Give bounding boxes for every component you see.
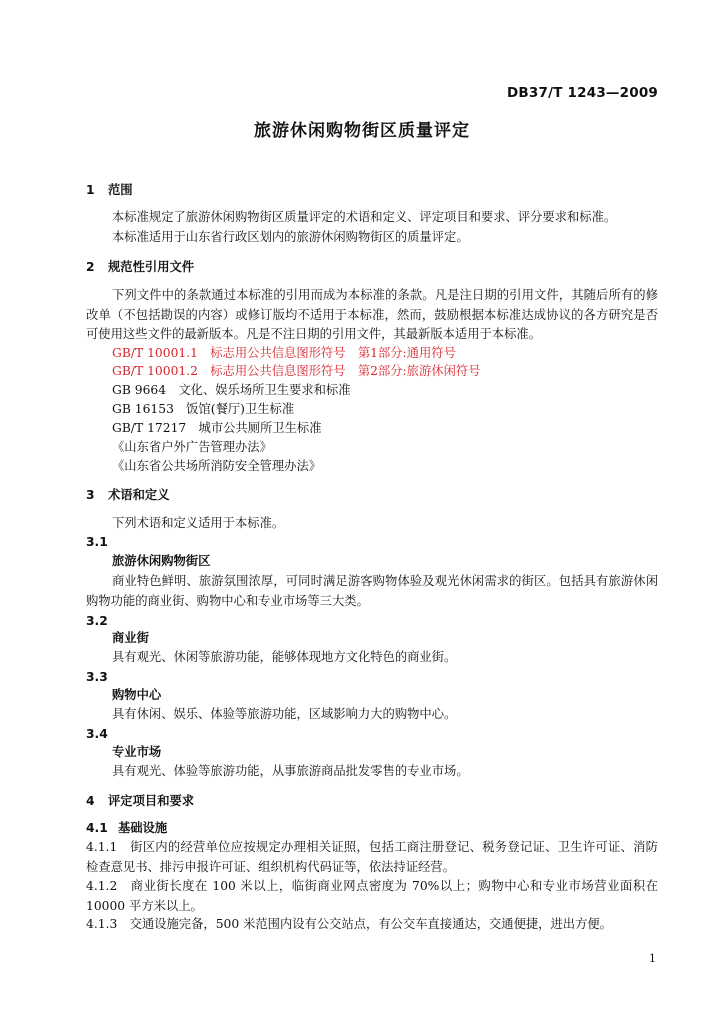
term-name: 专业市场: [112, 745, 162, 759]
term-definition: 商业特色鲜明、旅游氛围浓厚，可同时满足游客购物体验及观光休闲需求的街区。包括具有旅游休闲购物功能的商业街、购物中心和专业市场等三大类。: [86, 574, 658, 608]
reference-item: GB/T 17217 城市公共厕所卫生标准: [112, 421, 322, 435]
page-number: 1: [649, 952, 656, 965]
paragraph: 本标准适用于山东省行政区划内的旅游休闲购物街区的质量评定。: [112, 230, 469, 244]
section-title: 范围: [108, 183, 133, 197]
reference-item: GB 16153 饭馆(餐厅)卫生标准: [112, 402, 295, 416]
term-name: 购物中心: [112, 688, 162, 702]
document-title: 旅游休闲购物街区质量评定: [254, 121, 470, 141]
paragraph: 本标准规定了旅游休闲购物街区质量评定的术语和定义、评定项目和要求、评分要求和标准。: [112, 210, 617, 224]
section-number: 3: [86, 488, 95, 502]
clause: [86, 877, 658, 916]
reference-item: 《山东省户外广告管理办法》: [112, 440, 272, 454]
clause-text: 商业街长度在 100 米以上，临街商业网点密度为 70%以上；购物中心和专业市场营业面积在 10000 平方米以上。: [86, 879, 658, 913]
section-number: 4: [86, 794, 95, 808]
clause-number: 4.1.1: [86, 840, 118, 854]
reference-item: GB/T 10001.1 标志用公共信息图形符号 第1部分:通用符号: [112, 346, 456, 360]
section-title: 术语和定义: [108, 488, 170, 502]
section-3-heading: [86, 486, 658, 506]
reference-item: GB/T 10001.2 标志用公共信息图形符号 第2部分:旅游休闲符号: [112, 364, 481, 378]
standard-code: DB37/T 1243—2009: [507, 85, 658, 101]
section-number: 1: [86, 183, 95, 197]
clause-number: 4.1.2: [86, 879, 118, 893]
term-number: 3.3: [86, 670, 108, 684]
term-number: 3.4: [86, 727, 108, 741]
section-title: 评定项目和要求: [108, 794, 195, 808]
clause-text: 交通设施完备，500 米范围内设有公交站点，有公交车直接通达，交通便捷，进出方便。: [129, 917, 612, 931]
reference-item: GB 9664 文化、娱乐场所卫生要求和标准: [112, 383, 351, 397]
section-2-heading: [86, 258, 658, 278]
clause-text: 街区内的经营单位应按规定办理相关证照，包括工商注册登记、税务登记证、卫生许可证、消防检查意见书、排污申报许可证、组织机构代码证等，依法持证经营。: [86, 840, 658, 874]
subsection-number: 4.1: [86, 821, 108, 835]
section-1-heading: [86, 181, 658, 201]
term-number: 3.2: [86, 614, 108, 628]
clause: [86, 838, 658, 877]
term-number: 3.1: [86, 535, 108, 549]
paragraph: 下列术语和定义适用于本标准。: [112, 516, 285, 530]
section-4-heading: [86, 792, 658, 812]
section-number: 2: [86, 260, 95, 274]
term-definition: 具有观光、体验等旅游功能，从事旅游商品批发零售的专业市场。: [112, 764, 469, 778]
reference-item: 《山东省公共场所消防安全管理办法》: [112, 459, 322, 473]
subsection-heading: [86, 819, 658, 839]
subsection-title: 基础设施: [118, 821, 168, 835]
clause-number: 4.1.3: [86, 917, 118, 931]
term-definition: 具有观光、休闲等旅游功能，能够体现地方文化特色的商业街。: [112, 650, 457, 664]
term-definition: 具有休闲、娱乐、体验等旅游功能，区域影响力大的购物中心。: [112, 707, 457, 721]
term-name: 商业街: [112, 631, 149, 645]
paragraph: 下列文件中的条款通过本标准的引用而成为本标准的条款。凡是注日期的引用文件，其随后所有的修改单（不包括勘误的内容）或修订版均不适用于本标准，然而，鼓励根据本标准达成协议的各方研究是否可使用这些文件的最新版本。凡是不注日期的引用文件，其最新版本适用于本标准。: [86, 288, 658, 341]
term-name: 旅游休闲购物街区: [112, 554, 211, 568]
section-title: 规范性引用文件: [108, 260, 195, 274]
clause: [86, 915, 658, 935]
